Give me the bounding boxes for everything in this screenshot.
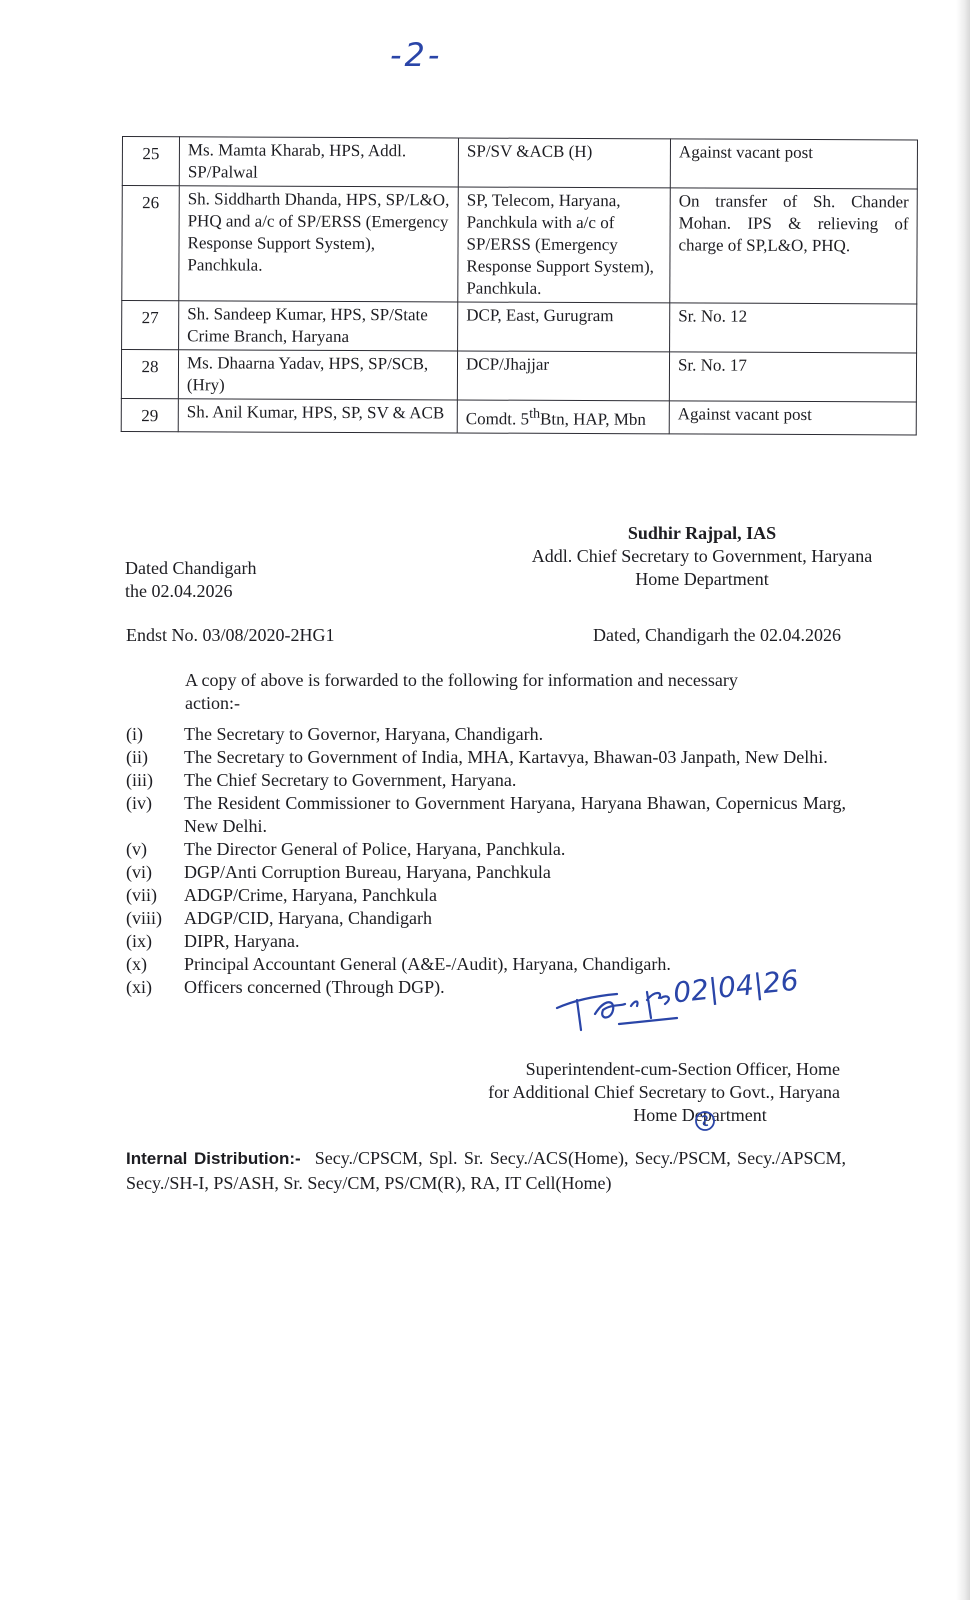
officer-block: [440, 1058, 840, 1127]
list-number: (x): [126, 954, 147, 974]
remarks: Sr. No. 17: [669, 352, 916, 402]
table-row: [121, 398, 916, 434]
page-edge-shadow: [956, 0, 970, 1600]
initial-mark-icon: [692, 1108, 718, 1134]
list-item: [126, 907, 846, 930]
endorsement-number: Endst No. 03/08/2020-2HG1: [126, 625, 335, 645]
serial-number: 27: [122, 301, 179, 350]
signatory-block: [510, 522, 894, 591]
copy-forward-intro: A copy of above is forwarded to the following for information and necessary action:-: [185, 670, 738, 713]
list-number: (viii): [126, 908, 162, 928]
new-posting: SP, Telecom, Haryana, Panchkula with a/c of SP/ERSS (Emergency Response Support System), Panchkula.: [458, 187, 670, 303]
posting-prefix: Comdt. 5: [465, 409, 530, 429]
list-number: (iv): [126, 793, 152, 813]
signatory-department: Home Department: [635, 569, 769, 589]
officer-name: Ms. Mamta Kharab, HPS, Addl. SP/Palwal: [179, 137, 458, 187]
officer-name: Sh. Siddharth Dhanda, HPS, SP/L&O, PHQ and a/c of SP/ERSS (Emergency Response Support System), Panchkula.: [179, 186, 458, 302]
table-row: [122, 137, 917, 189]
list-text: The Resident Commissioner to Government Haryana, Haryana Bhawan, Copernicus Marg, New Delhi.: [184, 793, 846, 836]
officer-department: Home Department: [633, 1105, 767, 1125]
endorsement-line: [126, 625, 841, 646]
new-posting: DCP/Jhajjar: [457, 351, 669, 401]
internal-distribution: [126, 1146, 846, 1196]
list-number: (xi): [126, 977, 152, 997]
dated-block: [125, 557, 256, 603]
list-text: ADGP/CID, Haryana, Chandigarh: [184, 908, 432, 928]
officer-designation: Superintendent-cum-Section Officer, Home: [525, 1059, 840, 1079]
internal-distribution-text: Secy./CPSCM, Spl. Sr. Secy./ACS(Home), Secy./PSCM, Secy./APSCM, Secy./SH-I, PS/ASH, Sr. Secy/CM, PS/CM(R), RA, IT Cell(Home): [126, 1148, 846, 1193]
list-number: (i): [126, 724, 143, 744]
remarks: Against vacant post: [670, 139, 917, 189]
list-number: (ix): [126, 931, 152, 951]
officer-name: Sh. Sandeep Kumar, HPS, SP/State Crime Branch, Haryana: [179, 301, 458, 351]
list-item: [126, 746, 846, 769]
internal-distribution-label: Internal Distribution:-: [126, 1149, 301, 1168]
serial-number: 28: [121, 350, 178, 399]
list-text: The Secretary to Governor, Haryana, Chandigarh.: [184, 724, 544, 744]
remarks: Sr. No. 12: [670, 303, 917, 353]
list-text: Principal Accountant General (A&E-/Audit), Haryana, Chandigarh.: [184, 954, 671, 974]
signatory-designation: Addl. Chief Secretary to Government, Haryana: [531, 546, 873, 566]
list-item: [126, 930, 846, 953]
table-row: [122, 186, 917, 304]
officer-name: Ms. Dhaarna Yadav, HPS, SP/SCB, (Hry): [178, 350, 457, 400]
list-item: [126, 884, 846, 907]
postings-table: [121, 136, 918, 435]
serial-number: 26: [122, 186, 180, 301]
list-item: [126, 723, 846, 746]
list-item: [126, 769, 846, 792]
dated-place: Dated Chandigarh: [125, 558, 257, 578]
posting-suffix: Btn, HAP, Mbn: [540, 409, 646, 429]
officer-for: for Additional Chief Secretary to Govt., Haryana: [488, 1082, 840, 1102]
handwritten-date: 02|04|26: [671, 963, 801, 1010]
list-text: DIPR, Haryana.: [184, 931, 300, 951]
list-text: The Director General of Police, Haryana, Panchkula.: [184, 839, 566, 859]
list-text: The Chief Secretary to Government, Haryana.: [184, 770, 517, 790]
serial-number: 29: [121, 398, 178, 431]
new-posting: SP/SV &ACB (H): [458, 138, 670, 188]
recipient-list: [126, 723, 846, 999]
list-number: (iii): [126, 770, 153, 790]
page-number: -2-: [390, 36, 443, 74]
list-item: [126, 792, 846, 838]
list-item: [126, 861, 846, 884]
remarks: On transfer of Sh. Chander Mohan. IPS & relieving of charge of SP,L&O, PHQ.: [670, 188, 917, 304]
list-number: (v): [126, 839, 147, 859]
officer-name: Sh. Anil Kumar, HPS, SP, SV & ACB: [178, 399, 457, 433]
list-item: [126, 838, 846, 861]
list-number: (ii): [126, 747, 148, 767]
list-number: (vii): [126, 885, 157, 905]
serial-number: 25: [122, 137, 179, 186]
signatory-name: Sudhir Rajpal, IAS: [627, 523, 777, 543]
dated-date: the 02.04.2026: [125, 581, 233, 601]
table-row: [122, 301, 917, 353]
list-text: The Secretary to Government of India, MHA, Kartavya, Bhawan-03 Janpath, New Delhi.: [184, 747, 828, 767]
new-posting: DCP, East, Gurugram: [458, 302, 670, 352]
table-row: [121, 350, 916, 402]
posting-superscript: th: [529, 405, 541, 422]
list-text: ADGP/Crime, Haryana, Panchkula: [184, 885, 437, 905]
list-text: Officers concerned (Through DGP).: [184, 977, 445, 997]
list-text: DGP/Anti Corruption Bureau, Haryana, Panchkula: [184, 862, 551, 882]
new-posting: [457, 400, 669, 434]
endorsement-date: Dated, Chandigarh the 02.04.2026: [593, 625, 841, 645]
remarks: Against vacant post: [669, 401, 916, 435]
handwritten-signature: [555, 963, 855, 1040]
list-number: (vi): [126, 862, 152, 882]
